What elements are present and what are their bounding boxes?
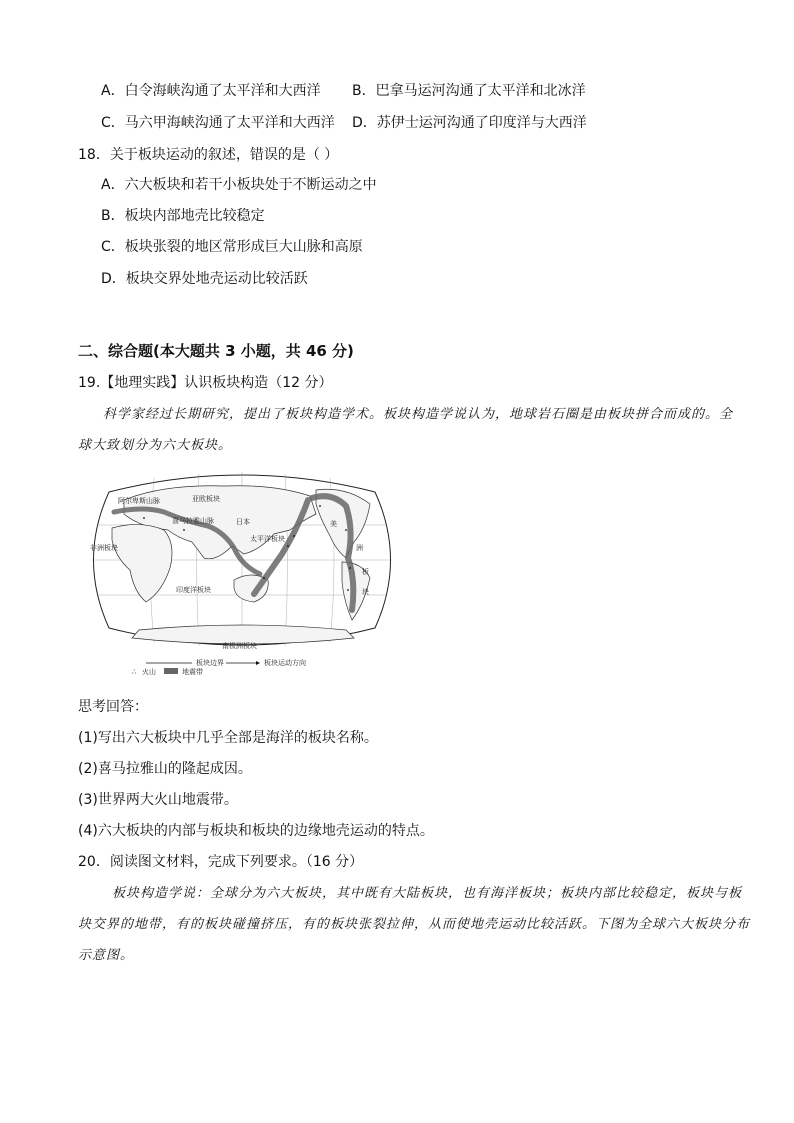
label-pacific-plate: 太平洋板块 [250, 535, 285, 543]
section-2-title: 二、综合题(本大题共 3 小题，共 46 分) [78, 342, 354, 360]
question-18-stem: 18．关于板块运动的叙述，错误的是（ ） [78, 147, 339, 163]
legend-quake-swatch [164, 668, 178, 674]
label-himalaya: 喜马拉雅山脉 [172, 517, 214, 525]
legend-boundary-label: 板块边界 [196, 659, 224, 667]
label-america-4: 块 [362, 588, 369, 596]
question-20-stem: 20．阅读图文材料，完成下列要求。（16 分） [78, 854, 364, 870]
legend-arrow-head-icon [256, 661, 260, 665]
map-legend [132, 658, 306, 675]
legend-volcano-symbol-icon: ∴ [132, 668, 137, 675]
question-19-sub2: (2)喜马拉雅山的隆起成因。 [78, 761, 252, 777]
question-20-line2: 块交界的地带，有的板块碰撞挤压，有的板块张裂拉伸，从而使地壳运动比较活跃。下图为全球六大板块分布 [78, 917, 751, 932]
legend-direction-label: 板块运动方向 [264, 659, 306, 667]
question-19-intro-line1: 科学家经过长期研究，提出了板块构造学术。板块构造学说认为，地球岩石圈是由板块拼合而成的。全 [103, 407, 734, 422]
question-19-stem: 19.【地理实践】认识板块构造（12 分） [78, 375, 333, 391]
label-america-2: 洲 [356, 544, 363, 552]
plate-map-figure [84, 470, 400, 675]
question-19-sub1: (1)写出六大板块中几乎全部是海洋的板块名称。 [78, 730, 378, 746]
option-18b: B．板块内部地壳比较稳定 [101, 208, 265, 224]
label-africa-plate: 非洲板块 [90, 544, 118, 552]
option-17b: B．巴拿马运河沟通了太平洋和北冰洋 [352, 83, 586, 99]
question-19-intro-line2: 球大致划分为六大板块。 [78, 438, 233, 453]
label-america-3: 板 [362, 568, 369, 576]
option-18a: A．六大板块和若干小板块处于不断运动之中 [101, 177, 377, 193]
legend-quake-label: 地震带 [182, 668, 203, 675]
question-20-line3: 示意图。 [78, 948, 135, 963]
legend-volcano-label: 火山 [142, 668, 156, 675]
option-18c: C．板块张裂的地区常形成巨大山脉和高原 [101, 239, 363, 255]
label-indian-plate: 印度洋板块 [176, 586, 211, 594]
label-alps: 阿尔卑斯山脉 [118, 497, 160, 505]
question-19-sub3: (3)世界两大火山地震带。 [78, 792, 238, 808]
question-20-line1: 板块构造学说：全球分为六大板块，其中既有大陆板块，也有海洋板块；板块内部比较稳定，板块与板 [112, 886, 743, 901]
label-america-1: 美 [330, 520, 337, 528]
option-17a: A．白令海峡沟通了太平洋和大西洋 [101, 83, 321, 99]
option-17c: C．马六甲海峡沟通了太平洋和大西洋 [101, 115, 335, 131]
think-answer-label: 思考回答： [78, 699, 148, 715]
option-18d: D．板块交界处地壳运动比较活跃 [101, 271, 308, 287]
question-19-sub4: (4)六大板块的内部与板块和板块的边缘地壳运动的特点。 [78, 823, 434, 839]
label-eurasia-plate: 亚欧板块 [192, 495, 220, 503]
label-japan: 日本 [236, 518, 250, 526]
plate-map-svg [84, 470, 400, 675]
option-17d: D．苏伊士运河沟通了印度洋与大西洋 [352, 115, 587, 131]
label-antarctic-plate: 南极洲板块 [222, 642, 257, 650]
